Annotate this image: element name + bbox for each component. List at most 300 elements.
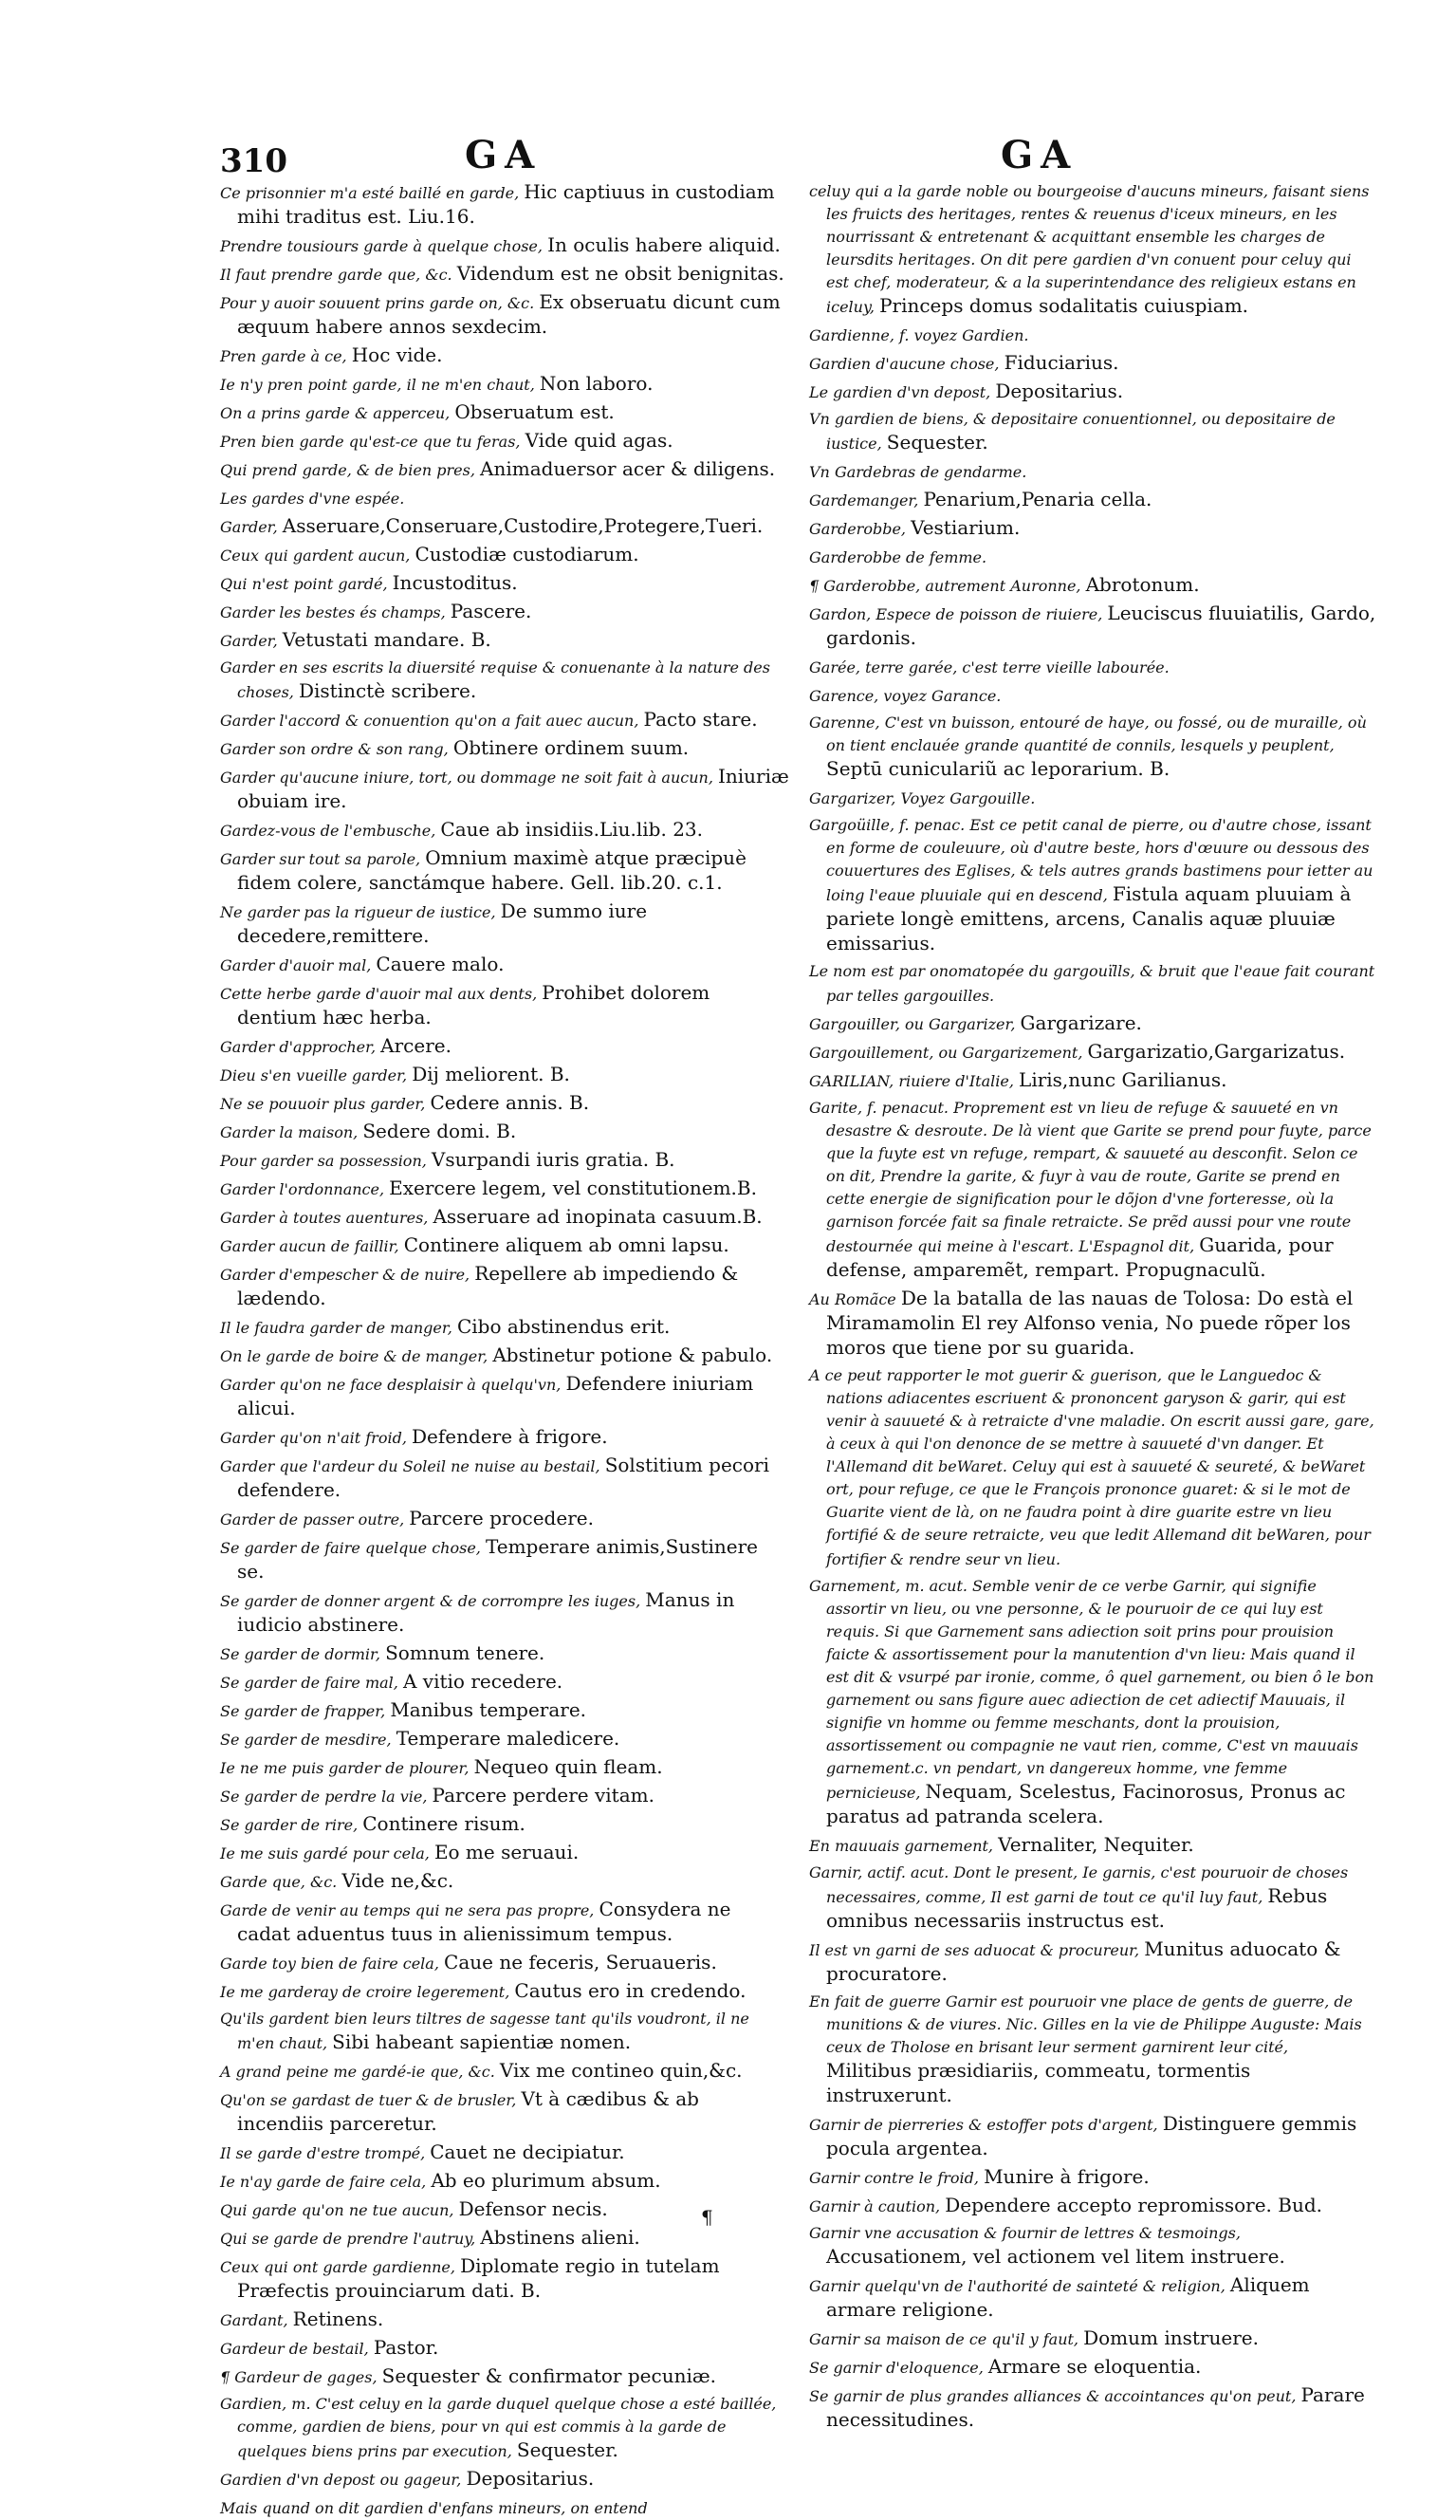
dictionary-entry <box>220 765 789 814</box>
entry-french: Ie n'ay garde de faire cela, <box>220 2173 427 2191</box>
entry-latin: Sedere domi. B. <box>362 1120 517 1142</box>
entry-french: On le garde de boire & de manger, <box>220 1347 488 1365</box>
entry-french: En mauuais garnement, <box>809 1837 994 1855</box>
entry-latin: Pastor. <box>373 2336 439 2359</box>
entry-french: Il faut prendre garde que, &c. <box>220 266 452 284</box>
entry-french: Gardon, Espece de poisson de riuiere, <box>809 605 1103 623</box>
dictionary-entry <box>809 180 1378 319</box>
entry-french: Se garnir de plus grandes alliances & accointances qu'on peut, <box>809 2387 1297 2405</box>
dictionary-entry <box>809 408 1378 455</box>
dictionary-entry <box>220 1315 789 1340</box>
dictionary-entry <box>220 1641 789 1666</box>
entry-french: Ceux qui gardent aucun, <box>220 547 411 565</box>
dictionary-entry <box>220 400 789 425</box>
entry-latin: Domum instruere. <box>1083 2326 1259 2349</box>
entry-latin: Ab eo plurimum absum. <box>431 2169 661 2192</box>
entry-french: Garnir contre le froid, <box>809 2169 979 2187</box>
entry-french: Le gardien d'vn depost, <box>809 383 991 401</box>
entry-latin: Nequeo quin fleam. <box>473 1755 663 1778</box>
entry-latin: Incustoditus. <box>392 571 518 594</box>
entry-latin: Gargarizare. <box>1020 1011 1142 1034</box>
dictionary-entry <box>809 1575 1378 1829</box>
entry-latin: Cauet ne decipiatur. <box>430 2140 625 2163</box>
dictionary-entry <box>220 2393 789 2463</box>
entry-french: Garite, f. penacut. Proprement est vn lieu de refuge & sauueté en vn desastre & desroute. De là vient que Garite se prend pour fuyte, parce que la fuyte est vn refuge, rempart, & sauueté au desconfit. Selon ce on dit, Prendre la garite, & fuyr à vau de route, Garite se prend en cette energie de signification pour le dõjon d'vne forteresse, où la garnison forcée fait sa finale retraicte. Se prẽd aussi pour vne route destournée qui meine à l'escart. L'Espagnol dit, <box>809 1099 1372 1255</box>
entry-latin: Omnium maximè atque præcipuè fidem colere, sanctámque habere. Gell. lib.20. c.1. <box>237 846 746 894</box>
dictionary-entry <box>809 1068 1378 1093</box>
entry-french: Garder de passer outre, <box>220 1510 405 1529</box>
entry-french: ¶ Garderobbe, autrement Auronne, <box>809 577 1081 595</box>
dictionary-entry <box>809 516 1378 541</box>
entry-french: Se garder de donner argent & de corrompre les iuges, <box>220 1592 641 1610</box>
entry-latin: Caue ne feceris, Seruaueris. <box>444 1951 717 1973</box>
entry-french: Pour y auoir souuent prins garde on, &c. <box>220 294 535 312</box>
entry-latin: Aliquem armare religione. <box>826 2273 1310 2321</box>
entry-latin: De summo iure decedere,remittere. <box>237 899 648 947</box>
entry-latin: De la batalla de las nauas de Tolosa: Do està el Miramamolin El rey Alfonso venia, No puede rõper los moros que tiene por su guarida. <box>826 1287 1354 1359</box>
entry-latin: Sequester. <box>516 2438 618 2461</box>
entry-latin: Manibus temperare. <box>390 1698 587 1721</box>
dictionary-entry <box>809 2194 1378 2218</box>
entry-latin: Ex obseruatu dicunt cum æquum habere annos sexdecim. <box>237 290 781 338</box>
dictionary-entry <box>220 708 789 732</box>
dictionary-entry <box>220 818 789 843</box>
entry-latin: Solstitium pecori defendere. <box>237 1454 769 1501</box>
entry-latin: Continere risum. <box>362 1812 525 1835</box>
entry-french: Gardien, m. C'est celuy en la garde duquel quelque chose a esté baillée, comme, gardien de biens, pour vn qui est commis à la garde de quelques biens prins par execution, <box>220 2395 777 2460</box>
entry-french: Garder qu'on n'ait froid, <box>220 1429 407 1447</box>
entry-french: Il est vn garni de ses aduocat & procureur, <box>809 1941 1140 1959</box>
dictionary-entry <box>809 323 1378 347</box>
dictionary-entry <box>220 1951 789 1975</box>
dictionary-entry <box>220 1670 789 1695</box>
dictionary-entry <box>220 1507 789 1531</box>
entry-french: On a prins garde & apperceu, <box>220 404 451 422</box>
entry-latin: Vix me contineo quin,&c. <box>499 2059 743 2082</box>
dictionary-entry <box>220 1841 789 1865</box>
dictionary-entry <box>809 2355 1378 2380</box>
dictionary-entry <box>220 2059 789 2084</box>
entry-latin: Dij meliorent. B. <box>412 1063 570 1085</box>
entry-latin: Obtinere ordinem suum. <box>452 736 690 759</box>
entry-latin: Caue ab insidiis.Liu.lib. 23. <box>440 818 703 841</box>
dictionary-entry <box>809 351 1378 376</box>
entry-latin: Princeps domus sodalitatis cuiuspiam. <box>879 294 1249 317</box>
dictionary-entry <box>809 545 1378 569</box>
dictionary-entry <box>220 953 789 977</box>
entry-french: Garence, voyez Garance. <box>809 687 1002 705</box>
dictionary-entry <box>220 736 789 761</box>
entry-french: Qu'on se gardast de tuer & de brusler, <box>220 2091 517 2109</box>
entry-french: Garnir vne accusation & fournir de lettres & tesmoings, <box>809 2224 1241 2242</box>
entry-french: Garder qu'on ne face desplaisir à quelqu'vn, <box>220 1376 562 1394</box>
entry-french: Se garnir d'eloquence, <box>809 2359 984 2377</box>
entry-french: Qu'ils gardent bien leurs tiltres de sagesse tant qu'ils voudront, il ne m'en chaut, <box>220 2010 749 2052</box>
entry-latin: Asseruare,Conseruare,Custodire,Protegere,Tueri. <box>282 514 764 537</box>
dictionary-entry <box>809 1287 1378 1361</box>
entry-french: Garder à toutes auentures, <box>220 1209 429 1227</box>
dictionary-entry <box>220 1698 789 1723</box>
entry-latin: Hoc vide. <box>351 343 443 366</box>
entry-french: Gardant, <box>220 2311 288 2329</box>
dictionary-entry <box>809 2326 1378 2351</box>
entry-french: Ne garder pas la rigueur de iustice, <box>220 903 496 921</box>
dictionary-entry <box>809 459 1378 484</box>
dictionary-entry <box>220 2254 789 2304</box>
entry-latin: Iniuriæ obuiam ire. <box>237 765 789 812</box>
entry-french: En fait de guerre Garnir est pouruoir vne place de gents de guerre, de munitions & de viures. Nic. Gilles en la vie de Philippe Auguste: Mais ceux de Tholose en brisant leur serment garnirent leur cité, <box>809 1992 1362 2056</box>
dictionary-entry <box>220 262 789 287</box>
entry-french: Se garder de rire, <box>220 1816 359 1834</box>
dictionary-entry <box>220 543 789 567</box>
dictionary-entry <box>220 343 789 368</box>
entry-latin: Somnum tenere. <box>385 1641 545 1664</box>
dictionary-entry <box>220 1233 789 1258</box>
entry-french: Garée, terre garée, c'est terre vieille labourée. <box>809 658 1170 676</box>
entry-latin: Parcere perdere vitam. <box>432 1784 654 1807</box>
entry-latin: Liris,nunc Garilianus. <box>1019 1068 1227 1091</box>
entry-french: GARILIAN, riuiere d'Italie, <box>809 1072 1014 1090</box>
dictionary-entry <box>809 1991 1378 2108</box>
right-running-header: GA <box>1001 133 1078 177</box>
entry-latin: Retinens. <box>292 2307 384 2330</box>
dictionary-entry <box>220 457 789 482</box>
entry-french: Garnir quelqu'vn de l'authorité de sainteté & religion, <box>809 2277 1226 2295</box>
dictionary-entry <box>220 600 789 624</box>
entry-french: ¶ Gardeur de gages, <box>220 2368 378 2386</box>
entry-latin: Parare necessitudines. <box>826 2383 1365 2431</box>
dictionary-entry <box>220 1120 789 1144</box>
dictionary-entry <box>809 2165 1378 2190</box>
entry-french: Gardemanger, <box>809 491 919 510</box>
entry-latin: Armare se eloquentia. <box>987 2355 1202 2378</box>
entry-latin: Custodiæ custodiarum. <box>415 543 639 565</box>
entry-french: Garderobbe de femme. <box>809 548 987 566</box>
entry-french: Qui prend garde, & de bien pres, <box>220 461 475 479</box>
dictionary-entry <box>809 380 1378 404</box>
dictionary-entry <box>220 846 789 896</box>
entry-french: Se garder de mesdire, <box>220 1731 392 1749</box>
dictionary-entry <box>220 1784 789 1808</box>
entry-latin: Hic captiuus in custodiam mihi traditus est. Liu.16. <box>237 180 775 228</box>
entry-french: Qui n'est point gardé, <box>220 575 388 593</box>
entry-latin: Nequam, Scelestus, Facinorosus, Pronus ac paratus ad patranda scelera. <box>826 1780 1346 1827</box>
dictionary-entry <box>220 1425 789 1450</box>
entry-french: Qui garde qu'on ne tue aucun, <box>220 2201 454 2219</box>
dictionary-entry <box>220 899 789 949</box>
entry-french: Ie n'y pren point garde, il ne m'en chaut, <box>220 376 535 394</box>
entry-french: Garder, <box>220 632 278 650</box>
entry-french: Garder aucun de faillir, <box>220 1237 399 1255</box>
entry-latin: Fiduciarius. <box>1004 351 1119 374</box>
entry-latin: Vsurpandi iuris gratia. B. <box>431 1148 675 1171</box>
entry-latin: Accusationem, vel actionem vel litem instruere. <box>826 2245 1285 2268</box>
entry-latin: Distinctè scribere. <box>298 679 477 702</box>
page-number: 310 <box>220 142 287 180</box>
entry-french: Gargouiller, ou Gargarizer, <box>809 1015 1016 1033</box>
entry-french: Garnir sa maison de ce qu'il y faut, <box>809 2330 1079 2348</box>
dictionary-entry <box>809 712 1378 782</box>
entry-latin: Vide quid agas. <box>525 429 673 452</box>
dictionary-entry <box>809 655 1378 679</box>
dictionary-entry <box>220 429 789 454</box>
entry-french: Prendre tousiours garde à quelque chose, <box>220 237 543 255</box>
dictionary-entry <box>809 814 1378 956</box>
entry-latin: Distinguere gemmis pocula argentea. <box>826 2112 1357 2159</box>
dictionary-entry <box>809 2383 1378 2433</box>
dictionary-entry <box>220 486 789 510</box>
entry-latin: Abstinens alieni. <box>480 2226 640 2249</box>
entry-french: Gardez-vous de l'embusche, <box>220 822 436 840</box>
dictionary-entry <box>809 2112 1378 2161</box>
entry-french: Garenne, C'est vn buisson, entouré de haye, ou fossé, ou de muraille, où on tient enclauée grande quantité de connils, lesquels y peuplent, <box>809 713 1367 754</box>
dictionary-entry <box>220 1588 789 1638</box>
dictionary-entry <box>809 683 1378 708</box>
entry-french: Gardien d'vn depost ou gageur, <box>220 2471 462 2489</box>
dictionary-entry <box>220 372 789 397</box>
entry-french: Garder que l'ardeur du Soleil ne nuise au bestail, <box>220 1457 600 1475</box>
entry-latin: Asseruare ad inopinata casuum.B. <box>433 1205 763 1228</box>
entry-latin: Pascere. <box>450 600 532 622</box>
entry-french: celuy qui a la garde noble ou bourgeoise d'aucuns mineurs, faisant siens les fruicts des heritages, rentes & reuenus d'iceux mineurs, en les nourrissant & entretenant & acquittant ensemble les charges de leursdits heritages. On dit pere gardien d'vn conuent pour celuy qui est chef, moderateur, & a la superintendance des religieux estans en iceluy, <box>809 182 1370 316</box>
entry-latin: Munitus aduocato & procuratore. <box>826 1937 1341 1985</box>
dictionary-entry <box>220 1343 789 1368</box>
entry-french: Ie me suis gardé pour cela, <box>220 1844 430 1862</box>
entry-latin: Prohibet dolorem dentium hæc herba. <box>237 981 710 1028</box>
entry-french: Vn Gardebras de gendarme. <box>809 463 1027 481</box>
entry-latin: Fistula aquam pluuiam à pariete longè emittens, arcens, Canalis aquæ pluuiæ emissarius. <box>826 882 1352 954</box>
entry-french: Garder la maison, <box>220 1123 359 1141</box>
entry-latin: Militibus præsidiariis, commeatu, tormentis instruxerunt. <box>826 2059 1251 2106</box>
dictionary-entry <box>809 488 1378 512</box>
dictionary-entry <box>220 2495 789 2520</box>
entry-french: Se garder de faire mal, <box>220 1674 398 1692</box>
dictionary-entry <box>220 1755 789 1780</box>
entry-latin: Vt à cædibus & ab incendiis parceretur. <box>237 2087 699 2135</box>
entry-latin: A vitio recedere. <box>402 1670 563 1693</box>
entry-latin: Sibi habeant sapientiæ nomen. <box>332 2030 632 2053</box>
entry-latin: Temperare animis,Sustinere se. <box>237 1535 759 1583</box>
dictionary-entry <box>809 2222 1378 2270</box>
dictionary-entry <box>220 1262 789 1311</box>
dictionary-entry <box>220 2226 789 2251</box>
entry-french: Garder en ses escrits la diuersité requise & conuenante à la nature des choses, <box>220 658 770 701</box>
entry-french: Garnir à caution, <box>809 2197 941 2215</box>
dictionary-entry <box>809 1862 1378 1934</box>
entry-latin: Exercere legem, vel constitutionem.B. <box>389 1177 757 1199</box>
entry-latin: Pacto stare. <box>643 708 758 731</box>
entry-french: Se garder de dormir, <box>220 1645 380 1663</box>
entry-latin: Defendere iniuriam alicui. <box>237 1372 754 1419</box>
entry-french: Se garder de frapper, <box>220 1702 386 1720</box>
dictionary-entry <box>809 1937 1378 1987</box>
entry-latin: Animaduersor acer & diligens. <box>480 457 776 480</box>
dictionary-entry <box>809 1011 1378 1036</box>
dictionary-entry <box>809 1364 1378 1571</box>
entry-latin: Temperare maledicere. <box>396 1727 620 1750</box>
dictionary-entry <box>220 2467 789 2492</box>
entry-french: Garder d'auoir mal, <box>220 956 372 974</box>
entry-french: Mais quand on dit gardien d'enfans mineurs, on entend <box>220 2499 648 2517</box>
entry-french: Garderobbe, <box>809 520 906 538</box>
entry-french: Gardien d'aucune chose, <box>809 355 1000 373</box>
entry-french: Le nom est par onomatopée du gargouïlls, & bruit que l'eaue fait courant par telles gargouilles. <box>809 962 1375 1005</box>
dictionary-entry <box>809 1097 1378 1283</box>
entry-french: Se garder de perdre la vie, <box>220 1788 428 1806</box>
dictionary-entry <box>220 1869 789 1894</box>
entry-french: Garder, <box>220 518 278 536</box>
entry-french: A ce peut rapporter le mot guerir & guerison, que le Languedoc & nations adiacentes escriuent & prononcent garyson & garir, qui est venir à sauueté & à retraicte d'vne maladie. On escrit aussi gare, gare, à ceux à qui l'on denonce de se mettre à sauueté d'vn danger. Et l'Allemand dit beWaret. Celuy qui est à sauueté & seureté, & beWaret ort, pour refuge, ce que le François prononce guaret: & si le mot de Guarite vient de là, on ne faudra point à dire guarite estre vn lieu fortifié & de seure retraicte, veu que ledit Allemand dit beWaren, pour fortifier & rendre seur vn lieu. <box>809 1366 1374 1568</box>
dictionary-entry <box>220 1205 789 1230</box>
entry-french: Se garder de faire quelque chose, <box>220 1539 481 1557</box>
dictionary-entry <box>809 573 1378 598</box>
entry-french: A grand peine me gardé-ie que, &c. <box>220 2063 495 2081</box>
entry-french: Au Romãce <box>809 1290 896 1308</box>
entry-latin: Cauere malo. <box>376 953 505 975</box>
entry-latin: Guarida, pour defense, amparemẽt, rempart. Propugnaculũ. <box>826 1233 1334 1281</box>
entry-latin: Dependere accepto repromissore. Bud. <box>945 2194 1322 2216</box>
dictionary-entry <box>220 2169 789 2194</box>
dictionary-entry <box>220 1372 789 1421</box>
entry-latin: Diplomate regio in tutelam Præfectis prouinciarum dati. B. <box>237 2254 720 2302</box>
entry-french: Garder l'ordonnance, <box>220 1180 385 1198</box>
dictionary-entry <box>220 2008 789 2055</box>
entry-latin: Depositarius. <box>995 380 1124 402</box>
entry-french: Garder d'empescher & de nuire, <box>220 1266 470 1284</box>
dictionary-entry <box>220 2307 789 2332</box>
entry-latin: Vestiarium. <box>911 516 1021 539</box>
dictionary-entry <box>220 657 789 704</box>
entry-latin: Manus in iudicio abstinere. <box>237 1588 735 1636</box>
entry-latin: Septū cuniculariũ ac leporarium. B. <box>826 757 1170 780</box>
entry-french: Les gardes d'vne espée. <box>220 490 405 508</box>
entry-latin: Eo me seruaui. <box>433 1841 580 1863</box>
dictionary-entry <box>809 1040 1378 1065</box>
dictionary-entry <box>809 960 1378 1008</box>
dictionary-entry <box>220 1034 789 1059</box>
entry-french: Gardeur de bestail, <box>220 2340 369 2358</box>
dictionary-entry <box>809 2273 1378 2323</box>
entry-latin: Gargarizatio,Gargarizatus. <box>1087 1040 1346 1063</box>
dictionary-entry <box>220 2336 789 2361</box>
left-column <box>220 180 789 2517</box>
dictionary-entry <box>220 2364 789 2389</box>
dictionary-entry <box>809 1833 1378 1858</box>
entry-french: Ceux qui ont garde gardienne, <box>220 2258 455 2276</box>
entry-french: Gargoüille, f. penac. Est ce petit canal de pierre, ou d'autre chose, issant en forme de couleuure, où d'autre beste, hors d'œuure ou dessous des couuertures des Eglises, & tels autres grands bastimens pour ietter au loing l'eaue pluuiale qui en descend, <box>809 816 1373 904</box>
entry-latin: Abrotonum. <box>1085 573 1200 596</box>
entry-french: Pour garder sa possession, <box>220 1152 427 1170</box>
entry-french: Qui se garde de prendre l'autruy, <box>220 2230 476 2248</box>
dictionary-entry <box>220 1898 789 1947</box>
entry-french: Ce prisonnier m'a esté baillé en garde, <box>220 184 520 202</box>
entry-french: Vn gardien de biens, & depositaire conuentionnel, ou depositaire de iustice, <box>809 410 1336 453</box>
entry-latin: Cibo abstinendus erit. <box>456 1315 671 1338</box>
entry-latin: Vide ne,&c. <box>341 1869 454 1892</box>
entry-latin: Penarium,Penaria cella. <box>923 488 1152 510</box>
dictionary-entry <box>220 1812 789 1837</box>
entry-latin: Continere aliquem ab omni lapsu. <box>403 1233 729 1256</box>
dictionary-entry <box>220 1454 789 1503</box>
entry-latin: Repellere ab impediendo & lædendo. <box>237 1262 739 1309</box>
entry-french: Gargouillement, ou Gargarizement, <box>809 1044 1083 1062</box>
left-running-header: GA <box>465 133 543 177</box>
entry-latin: Munire à frigore. <box>984 2165 1150 2188</box>
footer-mark: ¶ <box>701 2206 713 2229</box>
entry-french: Ne se pouuoir plus garder, <box>220 1095 426 1113</box>
dictionary-entry <box>220 514 789 539</box>
dictionary-entry <box>220 1535 789 1584</box>
entry-latin: Consydera ne cadat aduentus tuus in alienissimum tempus. <box>237 1898 731 1945</box>
dictionary-entry <box>220 1063 789 1087</box>
dictionary-entry <box>220 571 789 596</box>
entry-latin: Rebus omnibus necessariis instructus est. <box>826 1884 1328 1932</box>
entry-french: Pren bien garde qu'est-ce que tu feras, <box>220 433 521 451</box>
entry-french: Garder d'approcher, <box>220 1038 377 1056</box>
dictionary-entry <box>220 1148 789 1173</box>
entry-french: Gardienne, f. voyez Gardien. <box>809 326 1029 344</box>
entry-latin: Arcere. <box>380 1034 452 1057</box>
entry-latin: Abstinetur potione & pabulo. <box>492 1343 773 1366</box>
entry-french: Garder son ordre & son rang, <box>220 740 449 758</box>
entry-french: Il le faudra garder de manger, <box>220 1319 452 1337</box>
dictionary-entry <box>220 1979 789 2004</box>
entry-french: Il se garde d'estre trompé, <box>220 2144 426 2162</box>
entry-latin: In oculis habere aliquid. <box>547 233 781 256</box>
dictionary-entry <box>220 2087 789 2137</box>
entry-french: Garnir, actif. acut. Dont le present, Ie garnis, c'est pouruoir de choses necessaires, comme, Il est garni de tout ce qu'il luy faut, <box>809 1863 1349 1906</box>
right-column <box>809 180 1378 2431</box>
entry-latin: Obseruatum est. <box>454 400 615 423</box>
entry-latin: Cedere annis. B. <box>430 1091 590 1114</box>
entry-latin: Cautus ero in credendo. <box>514 1979 746 2002</box>
entry-latin: Sequester & confirmator pecuniæ. <box>381 2364 717 2387</box>
dictionary-entry <box>809 786 1378 810</box>
entry-french: Garde que, &c. <box>220 1873 338 1891</box>
entry-french: Garde de venir au temps qui ne sera pas propre, <box>220 1901 595 1919</box>
entry-french: Garder sur tout sa parole, <box>220 850 421 868</box>
entry-french: Dieu s'en vueille garder, <box>220 1066 408 1084</box>
entry-french: Garnir de pierreries & estoffer pots d'argent, <box>809 2116 1158 2134</box>
dictionary-entry <box>220 290 789 340</box>
entry-latin: Leuciscus fluuiatilis, Gardo, gardonis. <box>826 602 1376 649</box>
entry-french: Garde toy bien de faire cela, <box>220 1955 439 1973</box>
entry-french: Ie ne me puis garder de plourer, <box>220 1759 470 1777</box>
entry-latin: Depositarius. <box>466 2467 595 2490</box>
dictionary-entry <box>220 628 789 653</box>
entry-french: Ie me garderay de croire legerement, <box>220 1983 510 2001</box>
entry-latin: Sequester. <box>886 431 988 454</box>
entry-french: Cette herbe garde d'auoir mal aux dents, <box>220 985 538 1003</box>
entry-latin: Vernaliter, Nequiter. <box>998 1833 1194 1856</box>
dictionary-entry <box>809 602 1378 651</box>
dictionary-entry <box>220 2140 789 2165</box>
entry-latin: Defensor necis. <box>458 2197 608 2220</box>
dictionary-entry <box>220 1727 789 1751</box>
dictionary-entry <box>220 1177 789 1201</box>
entry-french: Garder les bestes és champs, <box>220 603 446 621</box>
entry-latin: Parcere procedere. <box>409 1507 594 1529</box>
entry-latin: Vetustati mandare. B. <box>282 628 491 651</box>
entry-french: Pren garde à ce, <box>220 347 347 365</box>
dictionary-entry <box>220 1091 789 1116</box>
entry-latin: Defendere à frigore. <box>412 1425 608 1448</box>
entry-french: Gargarizer, Voyez Gargouille. <box>809 789 1036 807</box>
entry-french: Garnement, m. acut. Semble venir de ce verbe Garnir, qui signifie assortir vn lieu, ou vne personne, & le pouruoir de ce qui luy est requis. Si que Garnement sans adiection soit prins pour prouision faicte & assortissement pour la manutention d'vn lieu: Mais quand il est dit & vsurpé par ironie, comme, ô quel garnement, ou bien ô le bon garnement ou sans figure auec adiection de cet adiectif Mauuais, il signifie vn homme ou femme meschants, dont la prouision, assortissement ou compagnie ne vaut rien, comme, C'est vn mauuais garnement.c. vn pendart, vn dangereux homme, vne femme pernicieuse, <box>809 1577 1374 1802</box>
entry-french: Garder l'accord & conuention qu'on a fait auec aucun, <box>220 712 639 730</box>
entry-latin: Non laboro. <box>539 372 654 395</box>
dictionary-entry <box>220 180 789 230</box>
